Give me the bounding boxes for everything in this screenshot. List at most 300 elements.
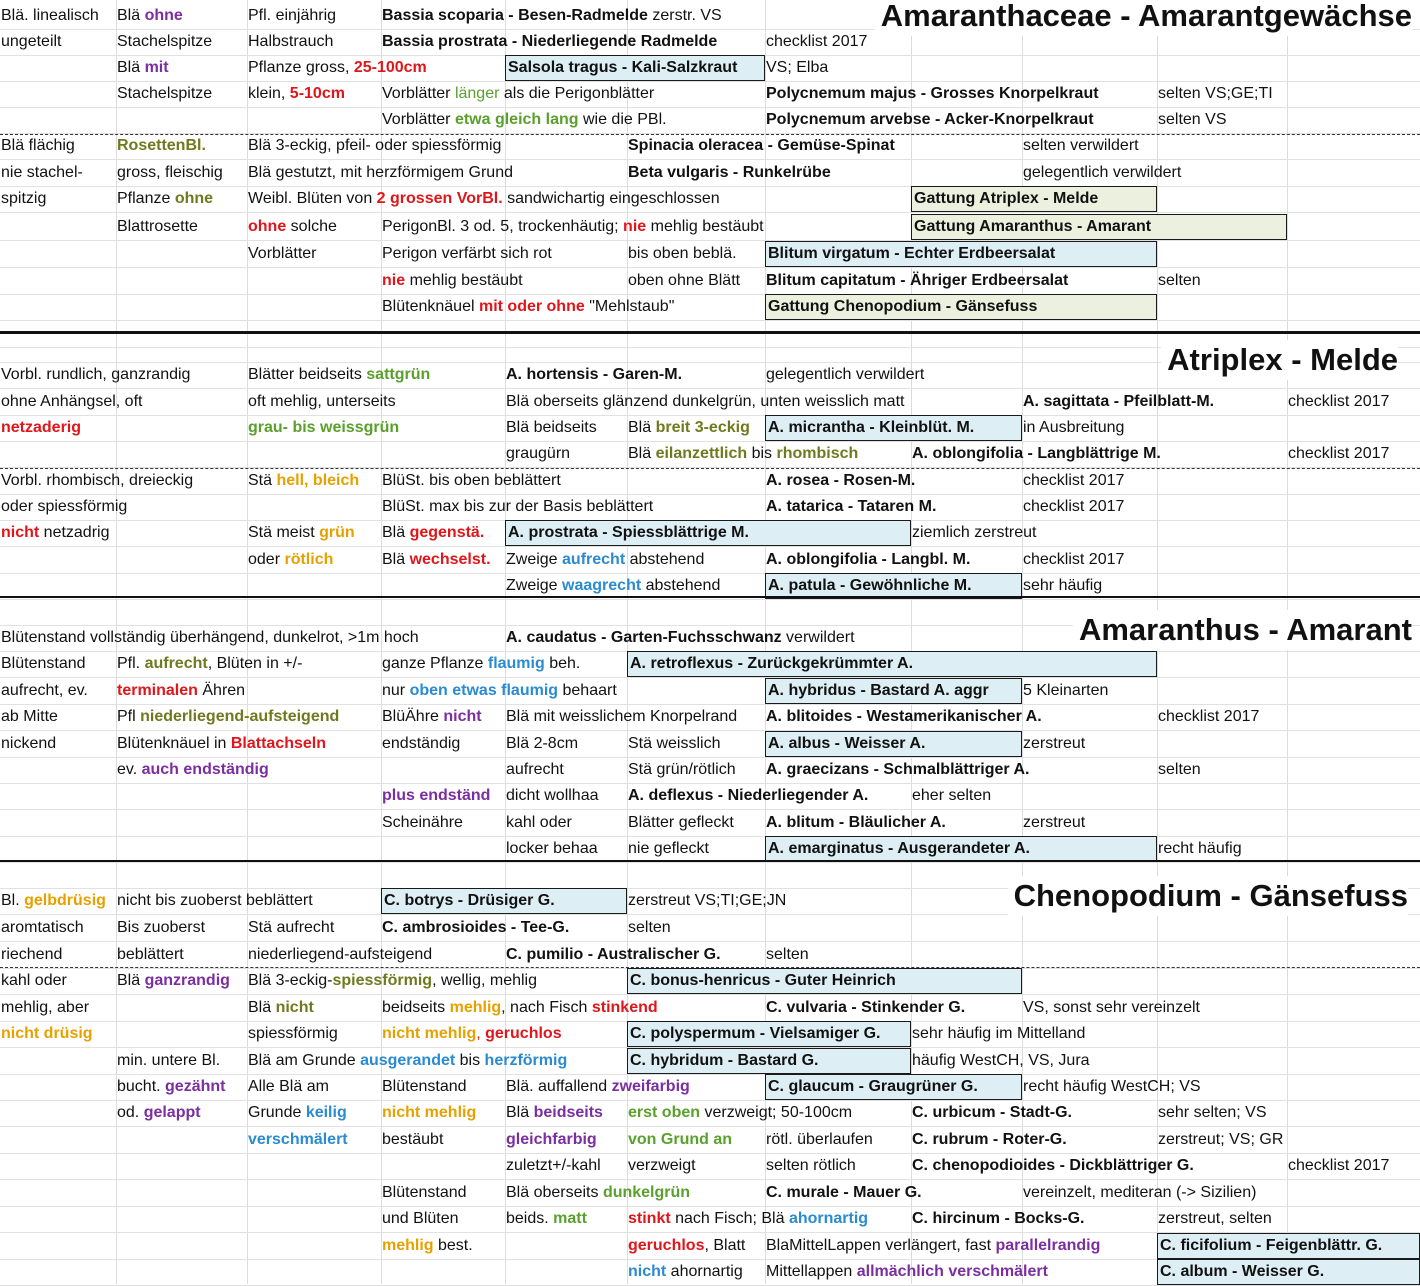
cell-text: auch endständig — [141, 761, 269, 778]
cell-text: selten — [1158, 761, 1201, 778]
grid-row-line — [0, 599, 1420, 600]
cell-text: C. urbicum - Stadt-G. — [912, 1104, 1072, 1121]
table-cell[interactable] — [1022, 1074, 1420, 1100]
cell-text: Blä beidseits — [506, 419, 597, 436]
table-cell[interactable] — [1022, 133, 1420, 159]
cell-text: A. oblongifolia - Langbl. M. — [766, 551, 971, 568]
cell-text: sehr häufig im Mittelland — [912, 1025, 1086, 1042]
cell-text: gelappt — [143, 1104, 201, 1121]
cell-text: nicht — [443, 708, 482, 725]
cell-text: verwildert — [781, 629, 855, 646]
cell-text: ab Mitte — [1, 708, 58, 725]
section-title: Atriplex - Melde — [1161, 340, 1398, 380]
table-cell[interactable] — [911, 520, 1420, 546]
species-highlight-cell[interactable] — [765, 731, 1022, 757]
species-highlight-cell[interactable] — [911, 214, 1287, 240]
cell-text: ziemlich zerstreut — [912, 524, 1037, 541]
cell-text: selten rötlich — [766, 1157, 856, 1174]
cell-text: Bis zuoberst — [117, 919, 206, 936]
table-cell[interactable] — [1022, 678, 1420, 704]
cell-text: checklist 2017 — [1023, 498, 1125, 515]
cell-text: Stachelspitze — [117, 85, 213, 102]
cell-text: Vorblätter — [248, 245, 317, 262]
cell-text: nicht mehlig — [382, 1025, 477, 1042]
cell-text: Blä. linealisch — [1, 7, 99, 24]
cell-text: bestäubt — [382, 1131, 444, 1148]
cell-text: bis oben beblä. — [628, 245, 737, 262]
cell-text: nie — [382, 272, 406, 289]
cell-text: nicht — [275, 999, 314, 1016]
cell-text: C. hircinum - Bocks-G. — [912, 1210, 1085, 1227]
species-highlight-cell[interactable] — [911, 186, 1157, 212]
table-cell[interactable] — [765, 55, 1420, 81]
table-cell[interactable] — [765, 942, 1420, 968]
cell-text: Blä oberseits glänzend dunkelgrün, unten weisslich matt — [506, 393, 905, 410]
table-cell[interactable] — [911, 1021, 1420, 1047]
cell-text: zerstreut — [1023, 814, 1086, 831]
cell-text: eilanzettlich — [655, 445, 748, 462]
cell-text: keilig — [305, 1104, 347, 1121]
cell-text: Spinacia oleracea - Gemüse-Spinat — [628, 137, 895, 154]
cell-text: zerstreut; VS; GR — [1158, 1131, 1284, 1148]
cell-text: A. hortensis - Garen-M. — [506, 366, 683, 383]
cell-text: selten — [766, 946, 809, 963]
cell-text: erst oben — [628, 1104, 701, 1121]
grid-row-line — [0, 320, 1420, 321]
species-highlight-cell[interactable] — [765, 1074, 1022, 1100]
cell-text: Blä am Grunde — [248, 1052, 361, 1069]
cell-text: Blattachseln — [230, 735, 326, 752]
cell-text: ganze Pflanze — [382, 655, 488, 672]
cell-text: A. albus - Weisser A. — [768, 735, 926, 752]
cell-text: Blä flächig — [1, 137, 75, 154]
cell-text: C. polyspermum - Vielsamiger G. — [630, 1025, 881, 1042]
table-cell[interactable] — [1022, 468, 1420, 494]
table-cell[interactable] — [1157, 836, 1420, 862]
cell-text: RosettenBl. — [117, 137, 206, 154]
cell-text: bucht. — [117, 1078, 166, 1095]
cell-text: matt — [553, 1210, 587, 1227]
table-cell[interactable] — [1022, 415, 1420, 441]
cell-text: verzweigt — [628, 1157, 696, 1174]
cell-text: C. botrys - Drüsiger G. — [384, 892, 555, 909]
cell-text: C. murale - Mauer G. — [766, 1184, 922, 1201]
cell-text: Blitum capitatum - Ähriger Erdbeersalat — [766, 272, 1069, 289]
cell-text: A. tatarica - Tataren M. — [766, 498, 937, 515]
cell-text: riechend — [1, 946, 63, 963]
cell-text: checklist 2017 — [766, 33, 868, 50]
table-cell[interactable] — [1022, 494, 1420, 520]
cell-text: A. blitoides - Westamerikanischer A. — [766, 708, 1042, 725]
species-highlight-cell[interactable] — [627, 1021, 911, 1047]
cell-text: oben ohne Blätt — [628, 272, 741, 289]
table-cell[interactable] — [1157, 107, 1420, 133]
cell-text: abstehend — [625, 551, 705, 568]
cell-text: A. graecizans - Schmalblättriger A. — [766, 761, 1030, 778]
cell-text: checklist 2017 — [1158, 708, 1260, 725]
cell-text: C. bonus-henricus - Guter Heinrich — [630, 972, 896, 989]
cell-text: beidseits — [382, 999, 450, 1016]
cell-text: oft mehlig, unterseits — [248, 393, 396, 410]
group-divider — [0, 967, 1420, 968]
section-separator — [0, 860, 1420, 862]
cell-text: hell, bleich — [276, 472, 360, 489]
cell-text: zerstreut — [1023, 735, 1086, 752]
cell-text: Blä — [117, 7, 145, 24]
cell-text: abstehend — [641, 577, 721, 594]
cell-text: wechselst. — [409, 551, 491, 568]
cell-text: A. blitum - Bläulicher A. — [766, 814, 946, 831]
cell-text: selten verwildert — [1023, 137, 1139, 154]
cell-text: mehlig — [449, 999, 502, 1016]
cell-text: gleichfarbig — [506, 1131, 597, 1148]
cell-text: rötlich — [284, 551, 334, 568]
cell-text: eher selten — [912, 787, 992, 804]
cell-text: häufig WestCH, VS, Jura — [912, 1052, 1090, 1069]
cell-text: checklist 2017 — [1023, 551, 1125, 568]
cell-text: C. vulvaria - Stinkender G. — [766, 999, 966, 1016]
cell-text: A. retroflexus - Zurückgekrümmter A. — [630, 655, 914, 672]
cell-text: herzförmig — [484, 1052, 568, 1069]
cell-text: mehlig bestäubt — [646, 218, 764, 235]
species-highlight-cell[interactable] — [765, 415, 1022, 441]
cell-text: und Blüten — [382, 1210, 459, 1227]
cell-text: von Grund an — [628, 1131, 732, 1148]
cell-text: A. oblongifolia - Langblättrige M. — [912, 445, 1161, 462]
cell-text: Zweige — [506, 577, 563, 594]
species-highlight-cell[interactable] — [765, 678, 1022, 704]
cell-text: stinkt — [628, 1210, 671, 1227]
table-cell[interactable] — [1287, 441, 1420, 467]
cell-text: sattgrün — [366, 366, 431, 383]
cell-text: nie gefleckt — [628, 840, 709, 857]
table-cell[interactable] — [911, 1048, 1420, 1074]
cell-text: checklist 2017 — [1288, 393, 1390, 410]
cell-text: , nach Fisch — [501, 999, 592, 1016]
cell-text: Bassia scoparia - Besen-Radmelde — [382, 7, 648, 24]
cell-text: A. micrantha - Kleinblüt. M. — [768, 419, 975, 436]
cell-text: Halbstrauch — [248, 33, 334, 50]
cell-text: Bl. — [1, 892, 25, 909]
cell-text: aufrecht — [506, 761, 564, 778]
table-cell[interactable] — [1022, 160, 1420, 186]
cell-text: selten — [1158, 272, 1201, 289]
cell-text: recht häufig — [1158, 840, 1242, 857]
cell-text: Blütenstand — [1, 655, 86, 672]
cell-text: länger — [454, 85, 500, 102]
cell-text: wie die PBl. — [578, 111, 667, 128]
cell-text: Pfl. einjährig — [248, 7, 337, 24]
cell-text: Alle Blä am — [248, 1078, 329, 1095]
cell-text: nie stachel- — [1, 164, 83, 181]
cell-text: Blütenstand — [382, 1078, 467, 1095]
cell-text: aufrecht — [144, 655, 208, 672]
cell-text: verschmälert — [248, 1131, 348, 1148]
cell-text: ohne — [144, 7, 183, 24]
cell-text: C. album - Weisser G. — [1160, 1263, 1325, 1280]
cell-text: zerstreut VS;TI;GE;JN — [628, 892, 787, 909]
species-highlight-cell[interactable] — [627, 651, 1157, 677]
cell-text: Blä — [248, 999, 276, 1016]
cell-text: Blä — [117, 59, 145, 76]
cell-text: Pfl — [117, 708, 141, 725]
cell-text: netzaderig — [1, 419, 82, 436]
cell-text: etwa gleich lang — [454, 111, 579, 128]
cell-text: , Blüten in +/- — [207, 655, 303, 672]
species-highlight-cell[interactable] — [765, 241, 1157, 267]
cell-text: nicht — [628, 1263, 667, 1280]
cell-text: beids. — [506, 1210, 554, 1227]
cell-text: Pfl. — [117, 655, 145, 672]
cell-text: ungeteilt — [1, 33, 62, 50]
species-highlight-cell[interactable] — [1157, 1233, 1420, 1259]
cell-text: gelbdrüsig — [24, 892, 106, 909]
table-cell[interactable] — [1157, 1127, 1420, 1153]
cell-text: geruchlos — [485, 1025, 562, 1042]
cell-text: endständig — [382, 735, 461, 752]
cell-text: Blütenstand vollständig überhängend, dunkelrot, >1m hoch — [1, 629, 419, 646]
cell-text: checklist 2017 — [1288, 445, 1390, 462]
cell-text: Blitum virgatum - Echter Erdbeersalat — [768, 245, 1056, 262]
cell-text: zweifarbig — [611, 1078, 690, 1095]
cell-text: sandwichartig eingeschlossen — [502, 190, 720, 207]
cell-text: Blä 2-8cm — [506, 735, 579, 752]
group-divider — [0, 468, 1420, 469]
species-highlight-cell[interactable] — [765, 294, 1157, 320]
table-cell[interactable] — [1022, 731, 1420, 757]
section-separator — [0, 331, 1420, 334]
cell-text: Polycnemum majus - Grosses Knorpelkraut — [766, 85, 1099, 102]
table-cell[interactable] — [1157, 81, 1420, 107]
cell-text: gegenstä. — [409, 524, 485, 541]
cell-text: zerstr. VS — [647, 7, 722, 24]
cell-text: Blätter gefleckt — [628, 814, 734, 831]
table-cell[interactable] — [911, 783, 1420, 809]
cell-text: grün — [319, 524, 355, 541]
cell-text: BlaMittelLappen verlängert, fast — [766, 1237, 996, 1254]
cell-text: Blattrosette — [117, 218, 198, 235]
cell-text: Blä — [117, 972, 145, 989]
cell-text: VS, sonst sehr vereinzelt — [1023, 999, 1200, 1016]
cell-text: Vorbl. rundlich, ganzrandig — [1, 366, 191, 383]
cell-text: mit — [144, 59, 169, 76]
cell-text: ganzrandig — [144, 972, 230, 989]
cell-text: graugürn — [506, 445, 571, 462]
cell-text: kahl oder — [506, 814, 572, 831]
section-title: Amaranthaceae - Amarantgewächse — [875, 0, 1412, 36]
section-separator — [0, 596, 1420, 598]
cell-text: nie — [623, 218, 647, 235]
cell-text: ahornartig — [666, 1263, 743, 1280]
cell-text: Blütenstand — [382, 1184, 467, 1201]
cell-text: checklist 2017 — [1288, 1157, 1390, 1174]
cell-text: dunkelgrün — [602, 1184, 691, 1201]
cell-text: Polycnemum arvebse - Acker-Knorpelkraut — [766, 111, 1094, 128]
cell-text: mehlig — [382, 1237, 434, 1254]
cell-text: recht häufig WestCH; VS — [1023, 1078, 1201, 1095]
cell-text: oder — [248, 551, 285, 568]
table-cell[interactable] — [1157, 1206, 1420, 1232]
cell-text: Blä. auffallend — [506, 1078, 612, 1095]
species-highlight-cell[interactable] — [627, 1048, 911, 1074]
cell-text: Ähren — [197, 682, 246, 699]
cell-text: Blä oberseits — [506, 1184, 603, 1201]
table-cell[interactable] — [1022, 547, 1420, 573]
cell-text: Stä weisslich — [628, 735, 721, 752]
cell-text: beidseits — [533, 1104, 603, 1121]
cell-text: , Blatt — [704, 1237, 746, 1254]
cell-text: od. — [117, 1104, 144, 1121]
cell-text: beblättert — [117, 946, 184, 963]
cell-text: Blä — [506, 1104, 534, 1121]
species-highlight-cell[interactable] — [627, 968, 1022, 994]
cell-text: spiessförmig — [248, 1025, 338, 1042]
cell-text: 2 grossen VorBl. — [376, 190, 503, 207]
species-highlight-cell[interactable] — [505, 520, 911, 546]
table-cell[interactable] — [1287, 1153, 1420, 1179]
species-highlight-cell[interactable] — [381, 888, 627, 914]
cell-text: zerstreut, selten — [1158, 1210, 1272, 1227]
cell-text: gelegentlich verwildert — [1023, 164, 1182, 181]
cell-text: kahl oder — [1, 972, 67, 989]
cell-text: Blä — [382, 524, 410, 541]
cell-text: zuletzt+/-kahl — [506, 1157, 601, 1174]
cell-text: Stä — [248, 472, 277, 489]
cell-text: rötl. überlaufen — [766, 1131, 873, 1148]
cell-text: A. hybridus - Bastard A. aggr — [768, 682, 989, 699]
cell-text: 5 Kleinarten — [1023, 682, 1109, 699]
cell-text: Salsola tragus - Kali-Salzkraut — [508, 59, 738, 76]
cell-text: spiessförmig — [332, 972, 433, 989]
cell-text: stinkend — [591, 999, 658, 1016]
cell-text: Weibl. Blüten von — [248, 190, 377, 207]
cell-text: nicht — [1, 524, 40, 541]
table-cell[interactable] — [1022, 995, 1420, 1021]
cell-text: Grunde — [248, 1104, 306, 1121]
cell-text: aromtatisch — [1, 919, 84, 936]
cell-text: BlüSt. max bis zur der Basis beblättert — [382, 498, 654, 515]
cell-text: BlüSt. bis oben beblättert — [382, 472, 561, 489]
table-cell[interactable] — [627, 915, 1420, 941]
table-cell[interactable] — [247, 186, 1420, 212]
cell-text: , wellig, mehlig — [432, 972, 538, 989]
species-highlight-cell[interactable] — [1157, 1259, 1420, 1285]
group-divider — [0, 134, 1420, 135]
cell-text: nickend — [1, 735, 57, 752]
cell-text: A. rosea - Rosen-M. — [766, 472, 916, 489]
cell-text: min. untere Bl. — [117, 1052, 221, 1069]
cell-text: C. rubrum - Roter-G. — [912, 1131, 1067, 1148]
cell-text: nach Fisch; Blä — [670, 1210, 789, 1227]
cell-text: sehr häufig — [1023, 577, 1103, 594]
table-cell[interactable] — [1022, 1180, 1420, 1206]
cell-text: , — [476, 1025, 486, 1042]
cell-text: bis — [455, 1052, 485, 1069]
cell-text: nicht drüsig — [1, 1025, 93, 1042]
cell-text: locker behaa — [506, 840, 598, 857]
cell-text: VS; Elba — [766, 59, 829, 76]
cell-text: niederliegend-aufsteigend — [140, 708, 340, 725]
cell-text: Stä grün/rötlich — [628, 761, 736, 778]
cell-text: waagrecht — [562, 577, 642, 594]
cell-text: PerigonBl. 3 od. 5, trockenhäutig; — [382, 218, 624, 235]
cell-text: A. sagittata - Pfeilblatt-M. — [1023, 393, 1215, 410]
cell-text: Gattung Chenopodium - Gänsefuss — [768, 298, 1038, 315]
cell-text: ausgerandet — [360, 1052, 456, 1069]
cell-text: A. deflexus - Niederliegender A. — [628, 787, 869, 804]
cell-text: Vorblätter — [382, 111, 455, 128]
cell-text: ahornartig — [788, 1210, 869, 1227]
cell-text: Pflanze — [117, 190, 175, 207]
cell-text: C. pumilio - Australischer G. — [506, 946, 721, 963]
cell-text: Blä — [382, 551, 410, 568]
cell-text: verzweigt; 50-100cm — [700, 1104, 853, 1121]
species-highlight-cell[interactable] — [765, 836, 1157, 862]
cell-text: oder spiessförmig — [1, 498, 128, 515]
cell-text: nur — [382, 682, 410, 699]
cell-text: aufrecht, ev. — [1, 682, 88, 699]
cell-text: mehlig, aber — [1, 999, 90, 1016]
cell-text: gross, fleischig — [117, 164, 223, 181]
cell-text: Stä meist — [248, 524, 320, 541]
cell-text: Beta vulgaris - Runkelrübe — [628, 164, 831, 181]
cell-text: ohne Anhängsel, oft — [1, 393, 143, 410]
cell-text: "Mehlstaub" — [584, 298, 675, 315]
cell-text: A. prostrata - Spiessblättrige M. — [508, 524, 749, 541]
cell-text: ohne — [248, 218, 287, 235]
cell-text: Vorblätter — [382, 85, 455, 102]
cell-text: gezähnt — [165, 1078, 226, 1095]
cell-text: ev. — [117, 761, 142, 778]
cell-text: selten VS;GE;TI — [1158, 85, 1273, 102]
cell-text: ohne — [174, 190, 214, 207]
cell-text: Blütenknäuel in — [117, 735, 231, 752]
table-cell[interactable] — [1287, 389, 1420, 415]
cell-text: sehr selten; VS — [1158, 1104, 1267, 1121]
table-cell[interactable] — [1157, 704, 1420, 730]
table-cell[interactable] — [1022, 810, 1420, 836]
cell-text: rhombisch — [776, 445, 859, 462]
cell-text: behaart — [558, 682, 617, 699]
cell-text: A. caudatus - Garten-Fuchsschwanz — [506, 629, 782, 646]
table-cell[interactable] — [1157, 268, 1420, 294]
cell-text: selten — [628, 919, 671, 936]
cell-text: Blä mit weisslichem Knorpelrand — [506, 708, 738, 725]
species-highlight-cell[interactable] — [505, 55, 765, 81]
cell-text: Stachelspitze — [117, 33, 213, 50]
cell-text: Gattung Atriplex - Melde — [914, 190, 1099, 207]
cell-text: Gattung Amaranthus - Amarant — [914, 218, 1152, 235]
cell-text: grau- bis weissgrün — [248, 419, 400, 436]
cell-text: C. ficifolium - Feigenblättr. G. — [1160, 1237, 1383, 1254]
cell-text: dicht wollhaa — [506, 787, 599, 804]
table-cell[interactable] — [1157, 1100, 1420, 1126]
cell-text: klein, — [248, 85, 290, 102]
cell-text: Mittellappen — [766, 1263, 857, 1280]
cell-text: spitzig — [1, 190, 47, 207]
section-title: Amaranthus - Amarant — [1073, 610, 1412, 650]
cell-text: C. chenopodioides - Dickblättriger G. — [912, 1157, 1194, 1174]
cell-text: checklist 2017 — [1023, 472, 1125, 489]
cell-text: Blä 3-eckig, pfeil- oder spiessförmig — [248, 137, 502, 154]
cell-text: Scheinähre — [382, 814, 463, 831]
cell-text: Zweige — [506, 551, 563, 568]
table-cell[interactable] — [1157, 757, 1420, 783]
cell-text: C. ambrosioides - Tee-G. — [382, 919, 570, 936]
cell-text: Perigon verfärbt sich rot — [382, 245, 552, 262]
cell-text: oben etwas flaumig — [409, 682, 559, 699]
cell-text: Blä 3-eckig- — [248, 972, 333, 989]
